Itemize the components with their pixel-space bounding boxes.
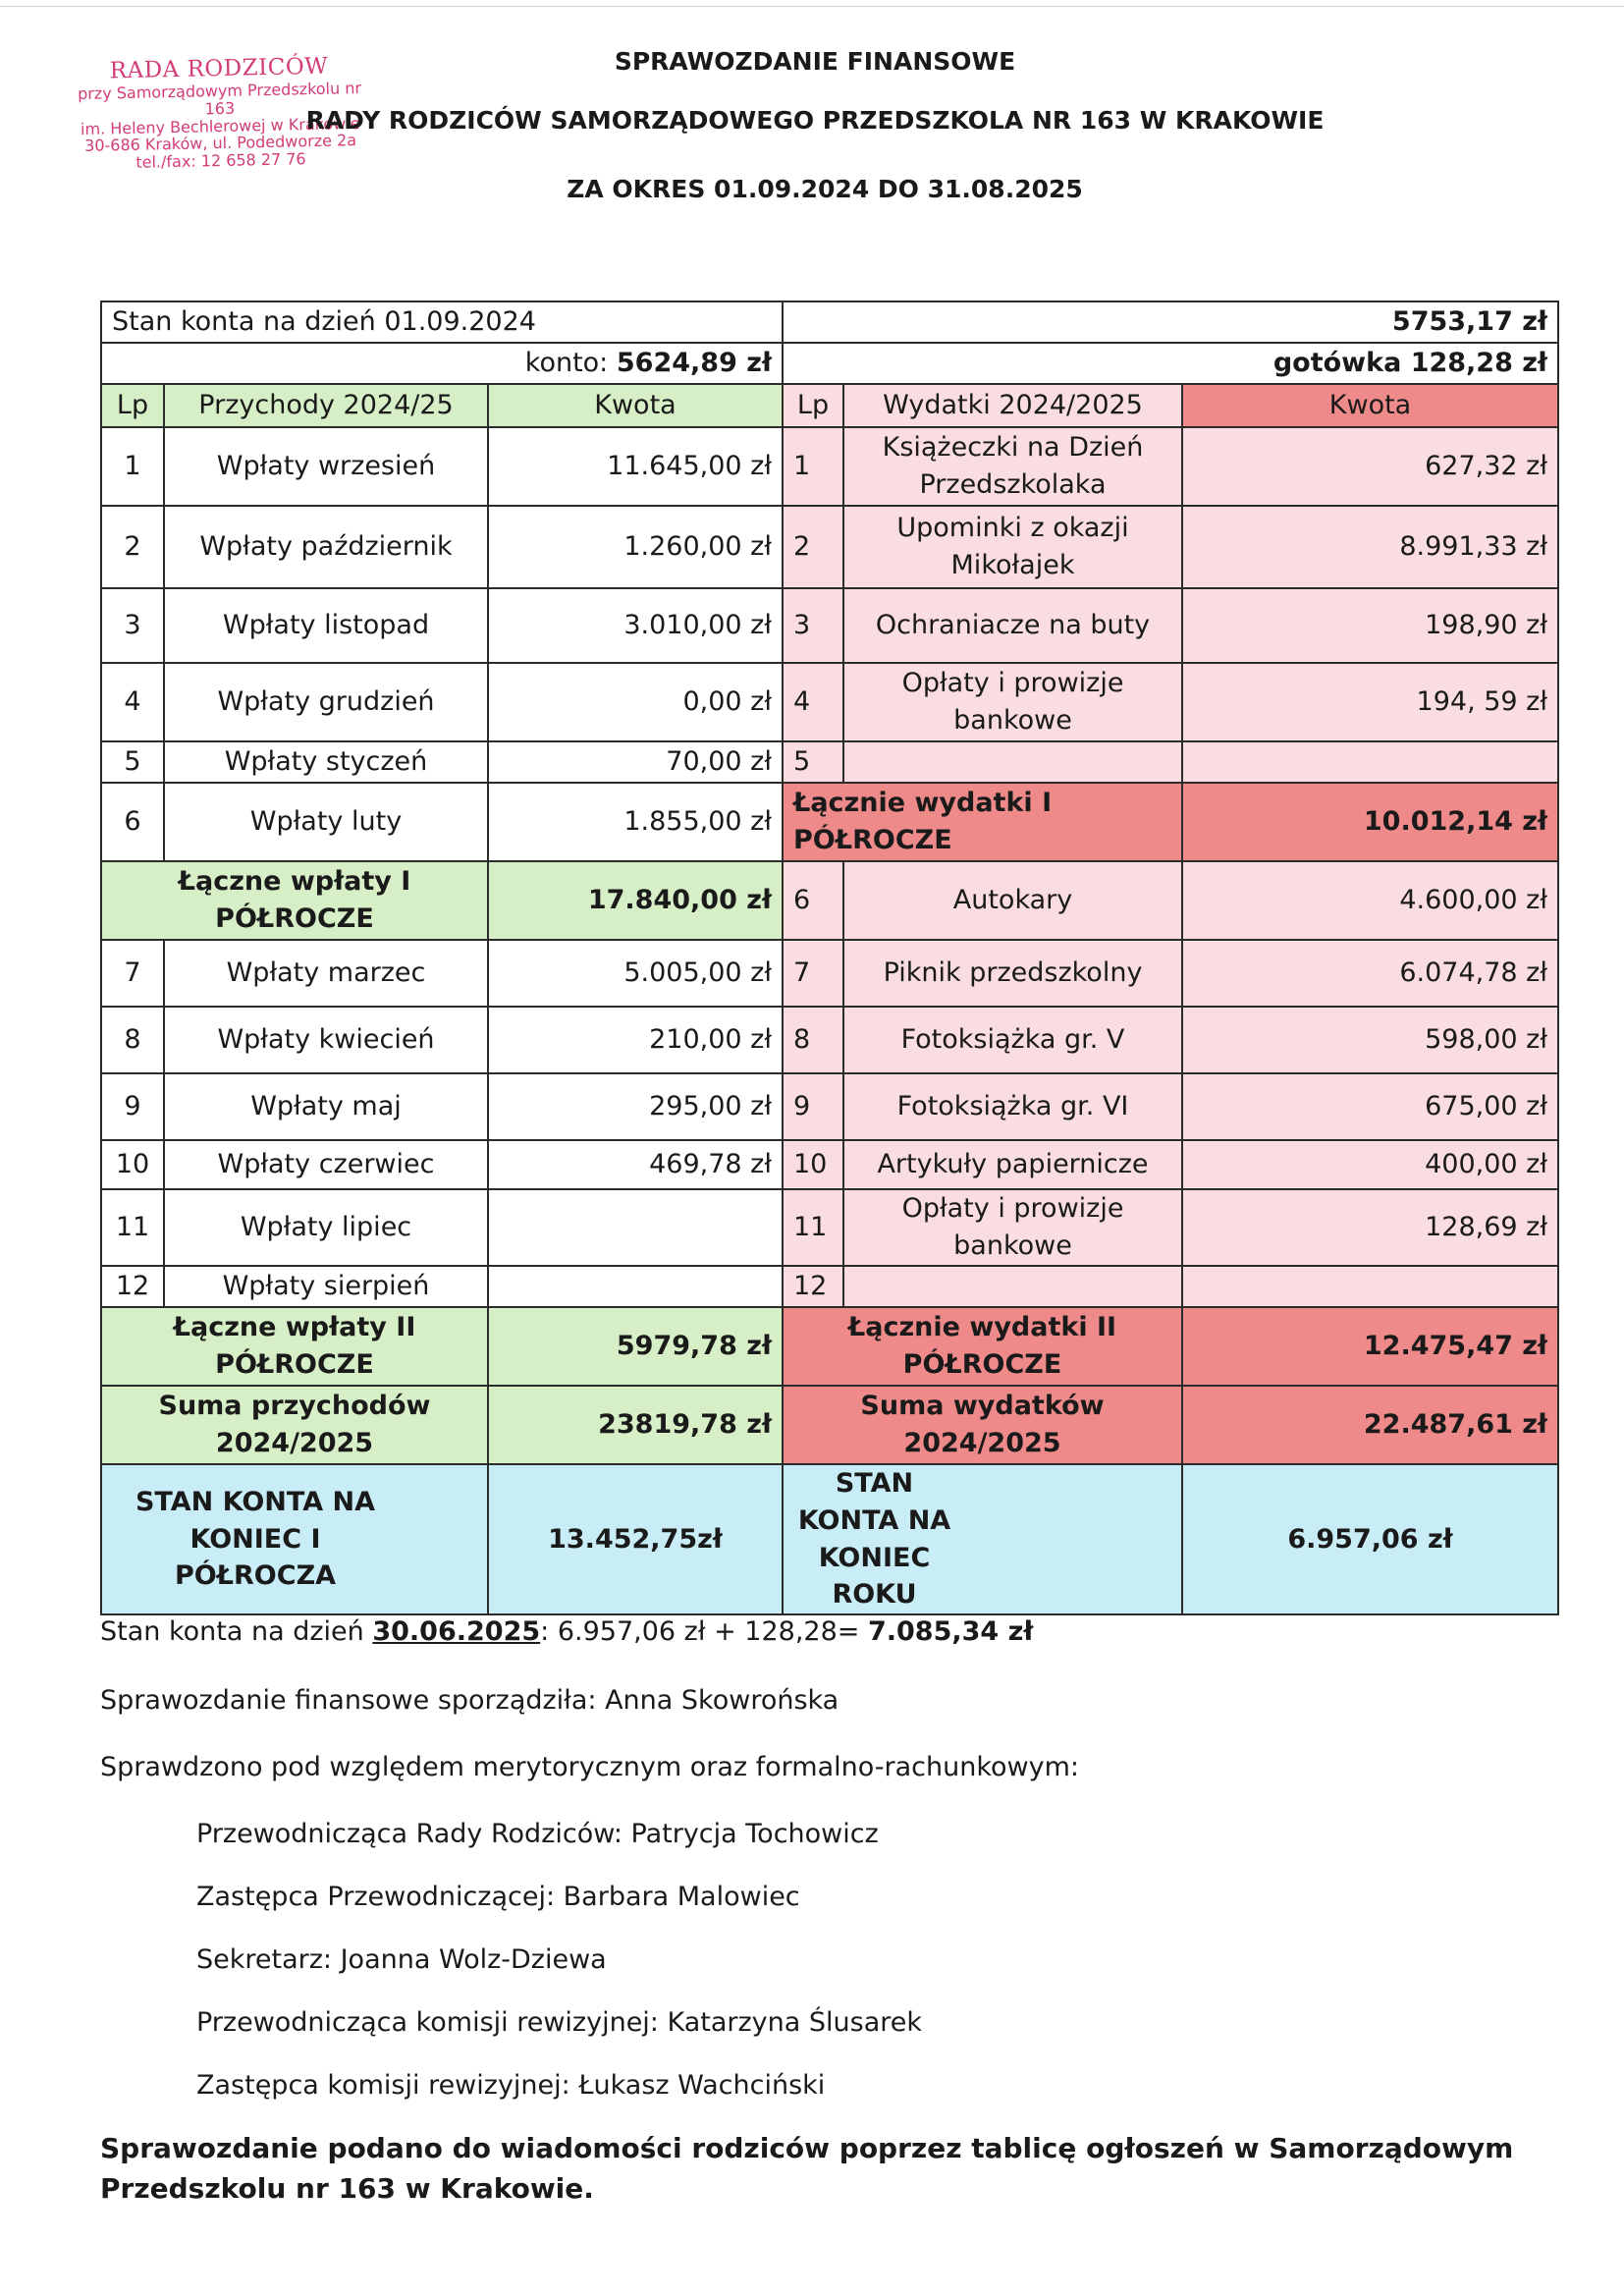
expense-name bbox=[843, 1266, 1182, 1307]
income-name: Wpłaty grudzień bbox=[164, 663, 488, 741]
income-amount: 210,00 zł bbox=[488, 1007, 783, 1073]
col-expenses: Wydatki 2024/2025 bbox=[843, 384, 1182, 427]
expense-lp: 1 bbox=[783, 427, 843, 506]
year-expense-total: 22.487,61 zł bbox=[1182, 1386, 1558, 1464]
income-amount: 469,78 zł bbox=[488, 1140, 783, 1189]
year-income-total: 23819,78 zł bbox=[488, 1386, 783, 1464]
year-balance-value: 6.957,06 zł bbox=[1182, 1464, 1558, 1614]
income-lp: 3 bbox=[101, 588, 164, 663]
income-name: Wpłaty luty bbox=[164, 783, 488, 861]
balance-result: 7.085,34 zł bbox=[867, 1616, 1034, 1647]
table-row bbox=[101, 1007, 1558, 1073]
expense-name: Opłaty i prowizje bankowe bbox=[843, 663, 1182, 741]
expense-name: Książeczki na Dzień Przedszkolaka bbox=[843, 427, 1182, 506]
h2-income-total: 5979,78 zł bbox=[488, 1307, 783, 1386]
income-amount: 5.005,00 zł bbox=[488, 940, 783, 1007]
table-row bbox=[101, 1073, 1558, 1140]
income-name: Wpłaty marzec bbox=[164, 940, 488, 1007]
expense-lp: 5 bbox=[783, 741, 843, 783]
income-amount: 1.260,00 zł bbox=[488, 506, 783, 588]
column-header-row bbox=[101, 384, 1558, 427]
expense-name bbox=[843, 741, 1182, 783]
expense-amount: 6.074,78 zł bbox=[1182, 940, 1558, 1007]
signer-1: Przewodnicząca Rady Rodziców: Patrycja Tochowicz bbox=[196, 1819, 879, 1849]
income-name: Wpłaty wrzesień bbox=[164, 427, 488, 506]
report-period: ZA OKRES 01.09.2024 DO 31.08.2025 bbox=[567, 175, 1083, 203]
h1-income-total-label: Łączne wpłaty I PÓŁROCZE bbox=[101, 861, 488, 940]
income-lp: 1 bbox=[101, 427, 164, 506]
income-name: Wpłaty sierpień bbox=[164, 1266, 488, 1307]
expense-lp: 6 bbox=[783, 861, 843, 940]
income-amount: 11.645,00 zł bbox=[488, 427, 783, 506]
expense-lp: 7 bbox=[783, 940, 843, 1007]
h2-totals-row bbox=[101, 1307, 1558, 1386]
account-cell bbox=[101, 343, 783, 384]
balance-row bbox=[101, 1464, 1558, 1614]
signer-5: Zastępca komisji rewizyjnej: Łukasz Wachciński bbox=[196, 2070, 826, 2101]
table-row bbox=[101, 1140, 1558, 1189]
expense-amount: 675,00 zł bbox=[1182, 1073, 1558, 1140]
expense-lp: 11 bbox=[783, 1189, 843, 1266]
stamp-line-3: im. Heleny Bechlerowej w Krakowie bbox=[80, 113, 360, 138]
income-name: Wpłaty listopad bbox=[164, 588, 488, 663]
h1-expense-total-label: Łącznie wydatki I PÓŁROCZE bbox=[783, 783, 1182, 861]
h1-income-total-row bbox=[101, 861, 1558, 940]
income-amount: 1.855,00 zł bbox=[488, 783, 783, 861]
expense-amount: 8.991,33 zł bbox=[1182, 506, 1558, 588]
h2-income-total-label: Łączne wpłaty II PÓŁROCZE bbox=[101, 1307, 488, 1386]
report-subtitle: RADY RODZICÓW SAMORZĄDOWEGO PRZEDSZKOLA NR 163 W KRAKOWIE bbox=[305, 106, 1325, 135]
income-lp: 2 bbox=[101, 506, 164, 588]
expense-amount bbox=[1182, 1266, 1558, 1307]
account-value: 5624,89 zł bbox=[616, 348, 772, 379]
income-name: Wpłaty lipiec bbox=[164, 1189, 488, 1266]
account-label: konto: bbox=[524, 348, 609, 379]
income-amount: 0,00 zł bbox=[488, 663, 783, 741]
signer-3: Sekretarz: Joanna Wolz-Dziewa bbox=[196, 1944, 607, 1975]
expense-name: Opłaty i prowizje bankowe bbox=[843, 1189, 1182, 1266]
year-income-total-label: Suma przychodów 2024/2025 bbox=[101, 1386, 488, 1464]
opening-label: Stan konta na dzień 01.09.2024 bbox=[101, 301, 783, 343]
h1-income-total: 17.840,00 zł bbox=[488, 861, 783, 940]
expense-amount: 627,32 zł bbox=[1182, 427, 1558, 506]
report-title: SPRAWOZDANIE FINANSOWE bbox=[614, 47, 1016, 76]
h2-expense-total: 12.475,47 zł bbox=[1182, 1307, 1558, 1386]
balance-note: Stan konta na dzień 30.06.2025: 6.957,06 zł + 128,28= 7.085,34 zł bbox=[100, 1616, 1034, 1647]
income-lp: 9 bbox=[101, 1073, 164, 1140]
expense-amount: 4.600,00 zł bbox=[1182, 861, 1558, 940]
opening-balance-row bbox=[101, 301, 1558, 343]
income-amount bbox=[488, 1189, 783, 1266]
expense-lp: 2 bbox=[783, 506, 843, 588]
expense-amount: 128,69 zł bbox=[1182, 1189, 1558, 1266]
financial-table bbox=[100, 301, 1559, 1615]
income-name: Wpłaty kwiecień bbox=[164, 1007, 488, 1073]
balance-date: 30.06.2025 bbox=[372, 1616, 541, 1647]
h1-expense-total: 10.012,14 zł bbox=[1182, 783, 1558, 861]
col-expense-amount: Kwota bbox=[1182, 384, 1558, 427]
signer-4: Przewodnicząca komisji rewizyjnej: Katarzyna Ślusarek bbox=[196, 2007, 923, 2038]
year-totals-row bbox=[101, 1386, 1558, 1464]
h2-expense-total-label: Łącznie wydatki II PÓŁROCZE bbox=[783, 1307, 1182, 1386]
expense-lp: 12 bbox=[783, 1266, 843, 1307]
expense-name: Piknik przedszkolny bbox=[843, 940, 1182, 1007]
stamp-line-5: tel./fax: 12 658 27 76 bbox=[135, 149, 306, 173]
stamp-line-4: 30-686 Kraków, ul. Podedworze 2a bbox=[83, 131, 357, 156]
final-statement: Sprawozdanie podano do wiadomości rodziców poprzez tablicę ogłoszeń w Samorządowym Przedszkolu nr 163 w Krakowie. bbox=[100, 2132, 1514, 2205]
expense-name: Autokary bbox=[843, 861, 1182, 940]
income-amount: 70,00 zł bbox=[488, 741, 783, 783]
expense-name: Ochraniacze na buty bbox=[843, 588, 1182, 663]
expense-name: Upominki z okazji Mikołajek bbox=[843, 506, 1182, 588]
h1-balance-value: 13.452,75zł bbox=[488, 1464, 783, 1614]
expense-amount: 194, 59 zł bbox=[1182, 663, 1558, 741]
income-lp: 11 bbox=[101, 1189, 164, 1266]
income-name: Wpłaty październik bbox=[164, 506, 488, 588]
h1-balance-label: STAN KONTA NA KONIEC I PÓŁROCZA bbox=[101, 1464, 488, 1614]
top-rule bbox=[0, 6, 1624, 7]
prepared-by: Sprawozdanie finansowe sporządziła: Anna Skowrońska bbox=[100, 1685, 839, 1716]
expense-name: Fotoksiążka gr. V bbox=[843, 1007, 1182, 1073]
expense-lp: 8 bbox=[783, 1007, 843, 1073]
year-expense-total-label: Suma wydatków 2024/2025 bbox=[783, 1386, 1182, 1464]
expense-amount: 198,90 zł bbox=[1182, 588, 1558, 663]
col-lp-expense: Lp bbox=[783, 384, 843, 427]
expense-amount: 598,00 zł bbox=[1182, 1007, 1558, 1073]
table-row bbox=[101, 663, 1558, 741]
table-row bbox=[101, 1189, 1558, 1266]
income-amount: 295,00 zł bbox=[488, 1073, 783, 1140]
opening-total: 5753,17 zł bbox=[783, 301, 1558, 343]
col-lp-income: Lp bbox=[101, 384, 164, 427]
income-lp: 7 bbox=[101, 940, 164, 1007]
col-income-amount: Kwota bbox=[488, 384, 783, 427]
stamp-line-1: RADA RODZICÓW bbox=[109, 53, 329, 84]
expense-name: Artykuły papiernicze bbox=[843, 1140, 1182, 1189]
income-name: Wpłaty styczeń bbox=[164, 741, 488, 783]
signer-2: Zastępca Przewodniczącej: Barbara Malowiec bbox=[196, 1882, 800, 1912]
opening-split-row bbox=[101, 343, 1558, 384]
table-row bbox=[101, 506, 1558, 588]
year-balance-label: STAN KONTA NA KONIEC ROKU bbox=[783, 1464, 1182, 1614]
income-lp: 6 bbox=[101, 783, 164, 861]
income-amount: 3.010,00 zł bbox=[488, 588, 783, 663]
expense-lp: 9 bbox=[783, 1073, 843, 1140]
expense-lp: 10 bbox=[783, 1140, 843, 1189]
checked-note: Sprawdzono pod względem merytorycznym oraz formalno-rachunkowym: bbox=[100, 1752, 1080, 1782]
income-lp: 12 bbox=[101, 1266, 164, 1307]
cash-value: gotówka 128,28 zł bbox=[783, 343, 1558, 384]
income-name: Wpłaty czerwiec bbox=[164, 1140, 488, 1189]
table-row bbox=[101, 783, 1558, 861]
stamp-line-2: przy Samorządowym Przedszkolu nr 163 bbox=[77, 78, 362, 118]
table-row bbox=[101, 588, 1558, 663]
table-row bbox=[101, 427, 1558, 506]
income-lp: 8 bbox=[101, 1007, 164, 1073]
income-lp: 4 bbox=[101, 663, 164, 741]
income-amount bbox=[488, 1266, 783, 1307]
income-lp: 10 bbox=[101, 1140, 164, 1189]
expense-amount bbox=[1182, 741, 1558, 783]
expense-lp: 3 bbox=[783, 588, 843, 663]
expense-amount: 400,00 zł bbox=[1182, 1140, 1558, 1189]
expense-lp: 4 bbox=[783, 663, 843, 741]
col-income: Przychody 2024/25 bbox=[164, 384, 488, 427]
table-row bbox=[101, 1266, 1558, 1307]
table-row bbox=[101, 940, 1558, 1007]
table-row bbox=[101, 741, 1558, 783]
expense-name: Fotoksiążka gr. VI bbox=[843, 1073, 1182, 1140]
income-lp: 5 bbox=[101, 741, 164, 783]
income-name: Wpłaty maj bbox=[164, 1073, 488, 1140]
